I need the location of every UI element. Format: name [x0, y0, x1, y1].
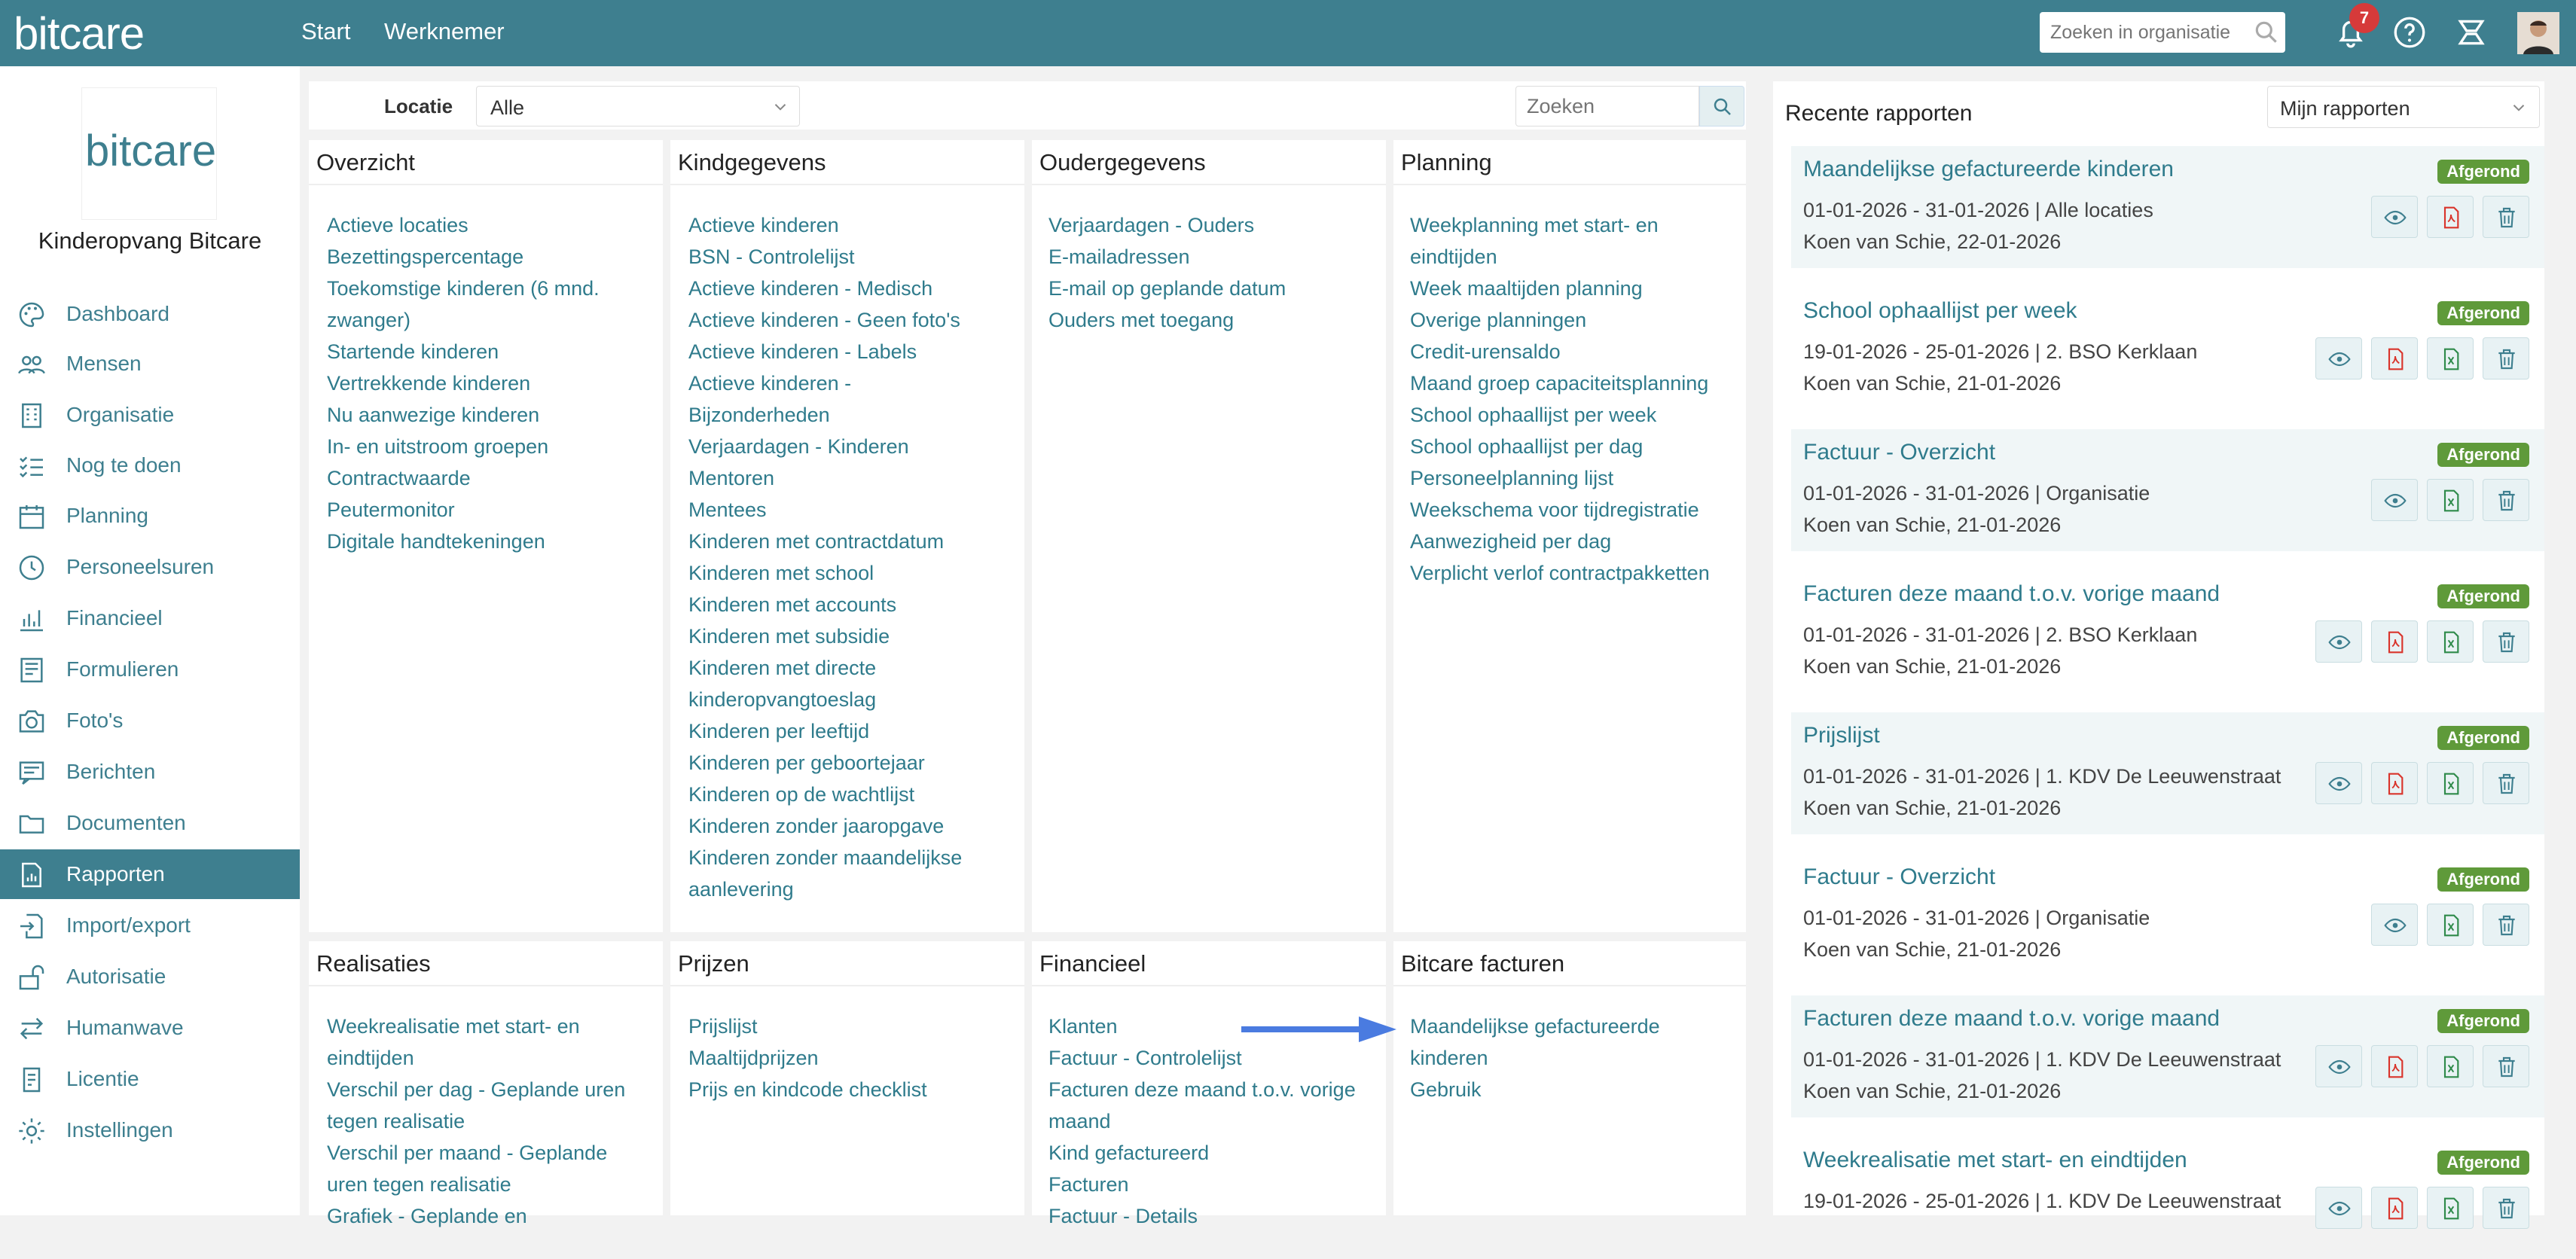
report-link[interactable]: BSN - Controlelijst: [688, 245, 855, 268]
sidebar-item-dashboard[interactable]: [0, 289, 300, 339]
sidebar-item-berichten[interactable]: [0, 747, 300, 797]
top-bar: [0, 0, 2576, 66]
status-badge: Afgerond: [2437, 301, 2529, 325]
report-link[interactable]: Overige planningen: [1410, 309, 1587, 331]
report-link[interactable]: Klanten: [1048, 1015, 1118, 1038]
delete-report-button[interactable]: [2483, 1045, 2529, 1087]
swap-icon: [17, 1014, 47, 1044]
status-badge: Afgerond: [2437, 867, 2529, 892]
report-link[interactable]: Actieve kinderen - Geen foto's: [688, 309, 960, 331]
excel-icon: [2439, 489, 2463, 513]
report-period: 01-01-2026 - 31-01-2026 | 1. KDV De Leeuwenstraat: [1803, 765, 2281, 788]
location-select-value: Alle: [490, 96, 525, 119]
report-title[interactable]: Facturen deze maand t.o.v. vorige maand: [1803, 581, 2220, 606]
excel-icon: [2439, 772, 2463, 796]
delete-report-button[interactable]: [2483, 479, 2529, 521]
report-period: 01-01-2026 - 31-01-2026 | 1. KDV De Leeuwenstraat: [1803, 1048, 2281, 1071]
trash-icon: [2495, 630, 2519, 654]
sidebar-item-label: Organisatie: [66, 403, 175, 426]
eye-icon: [2383, 206, 2407, 230]
trash-icon: [2495, 913, 2519, 937]
report-title[interactable]: Factuur - Overzicht: [1803, 440, 1996, 465]
report-link[interactable]: Kind gefactureerd: [1048, 1142, 1210, 1164]
report-link[interactable]: Verjaardagen - Kinderen: [688, 435, 909, 458]
report-icon: [17, 860, 47, 890]
sidebar-item-label: Planning: [66, 504, 148, 527]
status-badge: Afgerond: [2437, 1009, 2529, 1033]
sidebar-item-label: Nog te doen: [66, 453, 182, 477]
org-switch-icon[interactable]: [2452, 14, 2490, 51]
report-link[interactable]: Weekschema voor tijdregistratie: [1410, 498, 1699, 521]
eye-icon: [2327, 630, 2352, 654]
sidebar-item-label: Financieel: [66, 606, 163, 630]
report-link[interactable]: Verschil per dag - Geplande uren tegen realisatie: [327, 1078, 626, 1132]
download-excel-button[interactable]: [2427, 1045, 2474, 1087]
download-pdf-button[interactable]: [2371, 1187, 2418, 1229]
sidebar-item-mensen[interactable]: [0, 339, 300, 389]
divider: [1032, 985, 1386, 986]
download-excel-button[interactable]: [2427, 1187, 2474, 1229]
download-pdf-button[interactable]: [2371, 762, 2418, 804]
report-title[interactable]: Prijslijst: [1803, 723, 1880, 748]
license-icon: [17, 1065, 47, 1095]
download-pdf-button[interactable]: [2427, 196, 2474, 238]
gear-icon: [17, 1116, 47, 1146]
nav-werknemer[interactable]: Werknemer: [384, 18, 505, 44]
sidebar-item-label: Berichten: [66, 760, 156, 783]
report-author-date: Koen van Schie, 21-01-2026: [1803, 655, 2062, 678]
messages-icon: [17, 758, 47, 788]
panel-planning: [1393, 140, 1746, 932]
report-link[interactable]: Grafiek - Geplande en: [327, 1205, 527, 1227]
sidebar-item-rapporten[interactable]: [0, 849, 300, 899]
report-search-button[interactable]: [1699, 86, 1744, 127]
divider: [670, 184, 1024, 185]
report-link[interactable]: Aanwezigheid per dag: [1410, 530, 1612, 553]
sidebar-item-label: Humanwave: [66, 1016, 184, 1039]
delete-report-button[interactable]: [2483, 337, 2529, 380]
view-report-button[interactable]: [2371, 196, 2418, 238]
report-link[interactable]: Digitale handtekeningen: [327, 530, 545, 553]
eye-icon: [2383, 489, 2407, 513]
panel-bitcare-facturen: [1393, 941, 1746, 1215]
view-report-button[interactable]: [2371, 479, 2418, 521]
report-link[interactable]: E-mailadressen: [1048, 245, 1190, 268]
view-report-button[interactable]: [2315, 620, 2362, 663]
panel-realisaties: [309, 941, 663, 1227]
sidebar-item-formulieren[interactable]: [0, 645, 300, 694]
report-link[interactable]: Prijs en kindcode checklist: [688, 1078, 927, 1101]
sidebar-item-label: Licentie: [66, 1067, 139, 1090]
report-link[interactable]: Verjaardagen - Ouders: [1048, 214, 1255, 236]
report-card[interactable]: [1791, 571, 2544, 693]
report-link[interactable]: Kinderen met subsidie: [688, 625, 890, 648]
excel-icon: [2439, 1055, 2463, 1079]
camera-icon: [17, 706, 47, 736]
report-period: 01-01-2026 - 31-01-2026 | Alle locaties: [1803, 199, 2153, 221]
eye-icon: [2327, 347, 2352, 371]
panel-title: Oudergegevens: [1039, 149, 1206, 175]
report-card[interactable]: [1791, 995, 2544, 1117]
panel-title: Planning: [1401, 149, 1492, 175]
status-badge: Afgerond: [2437, 726, 2529, 750]
divider: [1393, 184, 1746, 185]
arrow-annotation-icon: [1241, 1017, 1396, 1042]
report-link[interactable]: Contractwaarde: [327, 467, 471, 489]
report-period: 01-01-2026 - 31-01-2026 | Organisatie: [1803, 482, 2150, 505]
report-link[interactable]: Vertrekkende kinderen: [327, 372, 531, 395]
status-badge: Afgerond: [2437, 160, 2529, 184]
trash-icon: [2495, 489, 2519, 513]
report-link[interactable]: School ophaallijst per dag: [1410, 435, 1644, 458]
status-badge: Afgerond: [2437, 1151, 2529, 1175]
sidebar-item-humanwave[interactable]: [0, 1003, 300, 1053]
report-search-input[interactable]: [1515, 86, 1699, 127]
panel-kindgegevens: [670, 140, 1024, 932]
sidebar-item-planning[interactable]: [0, 491, 300, 541]
lock-icon: [17, 962, 47, 992]
view-report-button[interactable]: [2371, 904, 2418, 946]
report-period: 01-01-2026 - 31-01-2026 | 2. BSO Kerklaan: [1803, 623, 2198, 646]
trash-icon: [2495, 347, 2519, 371]
report-author-date: Koen van Schie, 21-01-2026: [1803, 1080, 2062, 1102]
report-link[interactable]: Ouders met toegang: [1048, 309, 1235, 331]
eye-icon: [2327, 772, 2352, 796]
eye-icon: [2327, 1197, 2352, 1221]
sidebar-item-import-export[interactable]: [0, 901, 300, 950]
pdf-icon: [2383, 1055, 2407, 1079]
organization-search-input[interactable]: [2040, 12, 2285, 53]
download-excel-button[interactable]: [2427, 337, 2474, 380]
report-link[interactable]: Kinderen zonder maandelijkse aanlevering: [688, 846, 963, 901]
report-owner-select-value: Mijn rapporten: [2280, 97, 2410, 120]
panel-title: Kindgegevens: [678, 149, 826, 175]
report-link[interactable]: Factuur - Controlelijst: [1048, 1047, 1242, 1069]
divider: [309, 985, 663, 986]
report-author-date: Koen van Schie, 21-01-2026: [1803, 514, 2062, 536]
location-select[interactable]: [476, 86, 800, 127]
recent-reports-panel: [1773, 81, 2544, 1215]
download-excel-button[interactable]: [2427, 479, 2474, 521]
organization-name: Kinderopvang Bitcare: [38, 227, 262, 254]
report-link[interactable]: Bezettingspercentage: [327, 245, 524, 268]
report-link[interactable]: Kinderen zonder jaaropgave: [688, 815, 945, 837]
report-author-date: Koen van Schie, 21-01-2026: [1803, 938, 2062, 961]
report-link[interactable]: Maaltijdprijzen: [688, 1047, 819, 1069]
sidebar-item-instellingen[interactable]: [0, 1105, 300, 1155]
divider: [1393, 985, 1746, 986]
import-icon: [17, 911, 47, 941]
download-excel-button[interactable]: [2427, 620, 2474, 663]
delete-report-button[interactable]: [2483, 762, 2529, 804]
calendar-icon: [17, 501, 47, 532]
checklist-icon: [17, 451, 47, 481]
download-excel-button[interactable]: [2427, 904, 2474, 946]
report-title[interactable]: School ophaallijst per week: [1803, 298, 2077, 323]
report-title[interactable]: Weekrealisatie met start- en eindtijden: [1803, 1148, 2187, 1172]
report-link[interactable]: Kinderen met school: [688, 562, 874, 584]
sidebar-item-personeelsuren[interactable]: [0, 542, 300, 592]
report-link[interactable]: Actieve kinderen - Medisch: [688, 277, 933, 300]
report-link[interactable]: Kinderen per leeftijd: [688, 720, 870, 742]
report-link[interactable]: Verplicht verlof contractpakketten: [1410, 562, 1710, 584]
panel-oudergegevens: [1032, 140, 1386, 932]
report-card[interactable]: [1791, 1137, 2544, 1259]
report-link[interactable]: Kinderen met directe kinderopvangtoeslag: [688, 657, 877, 711]
sidebar-item-nog-te-doen[interactable]: [0, 440, 300, 490]
delete-report-button[interactable]: [2483, 620, 2529, 663]
view-report-button[interactable]: [2315, 337, 2362, 380]
report-link[interactable]: Mentoren: [688, 467, 775, 489]
location-filter-bar: [309, 81, 1746, 130]
report-link[interactable]: Actieve locaties: [327, 214, 469, 236]
sidebar-item-autorisatie[interactable]: [0, 952, 300, 1001]
report-link[interactable]: E-mail op geplande datum: [1048, 277, 1286, 300]
report-link[interactable]: Nu aanwezige kinderen: [327, 404, 540, 426]
report-card[interactable]: [1791, 854, 2544, 976]
user-avatar[interactable]: [2517, 12, 2559, 54]
panel-prijzen: [670, 941, 1024, 1215]
clock-icon: [17, 553, 47, 583]
view-report-button[interactable]: [2315, 1187, 2362, 1229]
divider: [309, 184, 663, 185]
report-link[interactable]: Factuur - Details: [1048, 1205, 1198, 1227]
eye-icon: [2327, 1055, 2352, 1079]
sidebar-item-licentie[interactable]: [0, 1054, 300, 1104]
trash-icon: [2495, 206, 2519, 230]
report-link[interactable]: Kinderen met contractdatum: [688, 530, 945, 553]
report-link[interactable]: Actieve kinderen - Labels: [688, 340, 917, 363]
report-title[interactable]: Facturen deze maand t.o.v. vorige maand: [1803, 1006, 2220, 1031]
report-link[interactable]: Startende kinderen: [327, 340, 499, 363]
trash-icon: [2495, 1055, 2519, 1079]
pdf-icon: [2439, 206, 2463, 230]
location-label: Locatie: [384, 95, 453, 117]
sidebar-item-organisatie[interactable]: [0, 390, 300, 440]
report-link[interactable]: Toekomstige kinderen (6 mnd. zwanger): [327, 277, 600, 331]
report-link[interactable]: Facturen deze maand t.o.v. vorige maand: [1048, 1078, 1356, 1132]
pdf-icon: [2383, 630, 2407, 654]
report-link[interactable]: Facturen: [1048, 1173, 1129, 1196]
view-report-button[interactable]: [2315, 1045, 2362, 1087]
download-pdf-button[interactable]: [2371, 1045, 2418, 1087]
sidebar-item-label: Import/export: [66, 913, 191, 937]
excel-icon: [2439, 347, 2463, 371]
bar-chart-icon: [17, 604, 47, 634]
report-link[interactable]: Gebruik: [1410, 1078, 1482, 1101]
download-excel-button[interactable]: [2427, 762, 2474, 804]
pdf-icon: [2383, 772, 2407, 796]
report-link[interactable]: Mentees: [688, 498, 767, 521]
sidebar-item-label: Dashboard: [66, 302, 169, 325]
search-icon: [1711, 96, 1734, 118]
report-card[interactable]: [1791, 146, 2544, 268]
delete-report-button[interactable]: [2483, 904, 2529, 946]
nav-start[interactable]: Start: [301, 18, 351, 44]
divider: [670, 985, 1024, 986]
building-icon: [17, 401, 47, 431]
delete-report-button[interactable]: [2483, 196, 2529, 238]
sidebar-item-label: Instellingen: [66, 1118, 173, 1142]
report-link[interactable]: Kinderen met accounts: [688, 593, 897, 616]
eye-icon: [2383, 913, 2407, 937]
panel-title: Prijzen: [678, 950, 749, 977]
delete-report-button[interactable]: [2483, 1187, 2529, 1229]
palette-icon: [17, 300, 47, 330]
report-link[interactable]: School ophaallijst per week: [1410, 404, 1657, 426]
sidebar-item-label: Rapporten: [66, 862, 165, 886]
report-period: 01-01-2026 - 31-01-2026 | Organisatie: [1803, 907, 2150, 929]
report-link[interactable]: Weekplanning met start- en eindtijden: [1410, 214, 1659, 268]
search-icon[interactable]: [2252, 18, 2281, 47]
status-badge: Afgerond: [2437, 584, 2529, 608]
download-pdf-button[interactable]: [2371, 337, 2418, 380]
sidebar-item-fotos[interactable]: [0, 696, 300, 745]
sidebar-item-label: Foto's: [66, 709, 124, 732]
app-logo[interactable]: bitcare: [14, 8, 145, 59]
report-link[interactable]: Actieve kinderen - Bijzonderheden: [688, 372, 852, 426]
report-link[interactable]: In- en uitstroom groepen: [327, 435, 549, 458]
status-badge: Afgerond: [2437, 443, 2529, 467]
panel-overzicht: [309, 140, 663, 932]
report-author-date: Koen van Schie, 22-01-2026: [1803, 230, 2062, 253]
report-card[interactable]: [1791, 288, 2544, 410]
folder-icon: [17, 809, 47, 839]
recent-reports-title: Recente rapporten: [1785, 101, 1973, 126]
panel-title: Realisaties: [316, 950, 431, 977]
report-owner-select[interactable]: [2267, 86, 2540, 128]
sidebar-item-documenten[interactable]: [0, 798, 300, 848]
report-link[interactable]: Credit-urensaldo: [1410, 340, 1561, 363]
pdf-icon: [2383, 347, 2407, 371]
excel-icon: [2439, 1197, 2463, 1221]
report-period: 19-01-2026 - 25-01-2026 | 1. KDV De Leeuwenstraat: [1803, 1190, 2281, 1212]
sidebar-item-label: Mensen: [66, 352, 142, 375]
report-title[interactable]: Maandelijkse gefactureerde kinderen: [1803, 157, 2174, 181]
people-icon: [17, 349, 47, 380]
report-link[interactable]: Prijslijst: [688, 1015, 758, 1038]
download-pdf-button[interactable]: [2371, 620, 2418, 663]
panel-financieel: [1032, 941, 1386, 1227]
pdf-icon: [2383, 1197, 2407, 1221]
panel-title: Overzicht: [316, 149, 415, 175]
divider: [1032, 184, 1386, 185]
panel-title: Financieel: [1039, 950, 1146, 977]
report-card[interactable]: [1791, 712, 2544, 834]
report-card[interactable]: [1791, 429, 2544, 551]
report-link[interactable]: Personeelplanning lijst: [1410, 467, 1614, 489]
report-link[interactable]: Peutermonitor: [327, 498, 455, 521]
excel-icon: [2439, 630, 2463, 654]
organization-logo: bitcare: [81, 87, 217, 220]
panel-title: Bitcare facturen: [1401, 950, 1565, 977]
sidebar-item-label: Autorisatie: [66, 965, 166, 988]
report-link[interactable]: Maand groep capaciteitsplanning: [1410, 372, 1709, 395]
sidebar-item-label: Documenten: [66, 811, 186, 834]
report-link[interactable]: Verschil per maand - Geplande uren tegen realisatie: [327, 1142, 608, 1196]
report-link[interactable]: Kinderen op de wachtlijst: [688, 783, 915, 806]
report-period: 19-01-2026 - 25-01-2026 | 2. BSO Kerklaan: [1803, 340, 2198, 363]
view-report-button[interactable]: [2315, 762, 2362, 804]
report-author-date: Koen van Schie, 21-01-2026: [1803, 372, 2062, 395]
notification-count-badge: 7: [2349, 3, 2379, 33]
report-link[interactable]: Maandelijkse gefactureerde kinderen: [1410, 1015, 1660, 1069]
sidebar-item-label: Personeelsuren: [66, 555, 215, 578]
report-author-date: Koen van Schie, 21-01-2026: [1803, 797, 2062, 819]
help-icon[interactable]: [2391, 14, 2428, 51]
report-link[interactable]: Actieve kinderen: [688, 214, 839, 236]
form-icon: [17, 655, 47, 685]
report-link[interactable]: Kinderen per geboortejaar: [688, 751, 925, 774]
excel-icon: [2439, 913, 2463, 937]
sidebar-item-financieel[interactable]: [0, 593, 300, 643]
chevron-down-icon: [2509, 98, 2529, 117]
sidebar-item-label: Formulieren: [66, 657, 179, 681]
trash-icon: [2495, 1197, 2519, 1221]
report-title[interactable]: Factuur - Overzicht: [1803, 864, 1996, 889]
sidebar: [0, 66, 300, 1215]
report-link[interactable]: Week maaltijden planning: [1410, 277, 1643, 300]
chevron-down-icon: [771, 97, 790, 117]
report-link[interactable]: Weekrealisatie met start- en eindtijden: [327, 1015, 580, 1069]
trash-icon: [2495, 772, 2519, 796]
